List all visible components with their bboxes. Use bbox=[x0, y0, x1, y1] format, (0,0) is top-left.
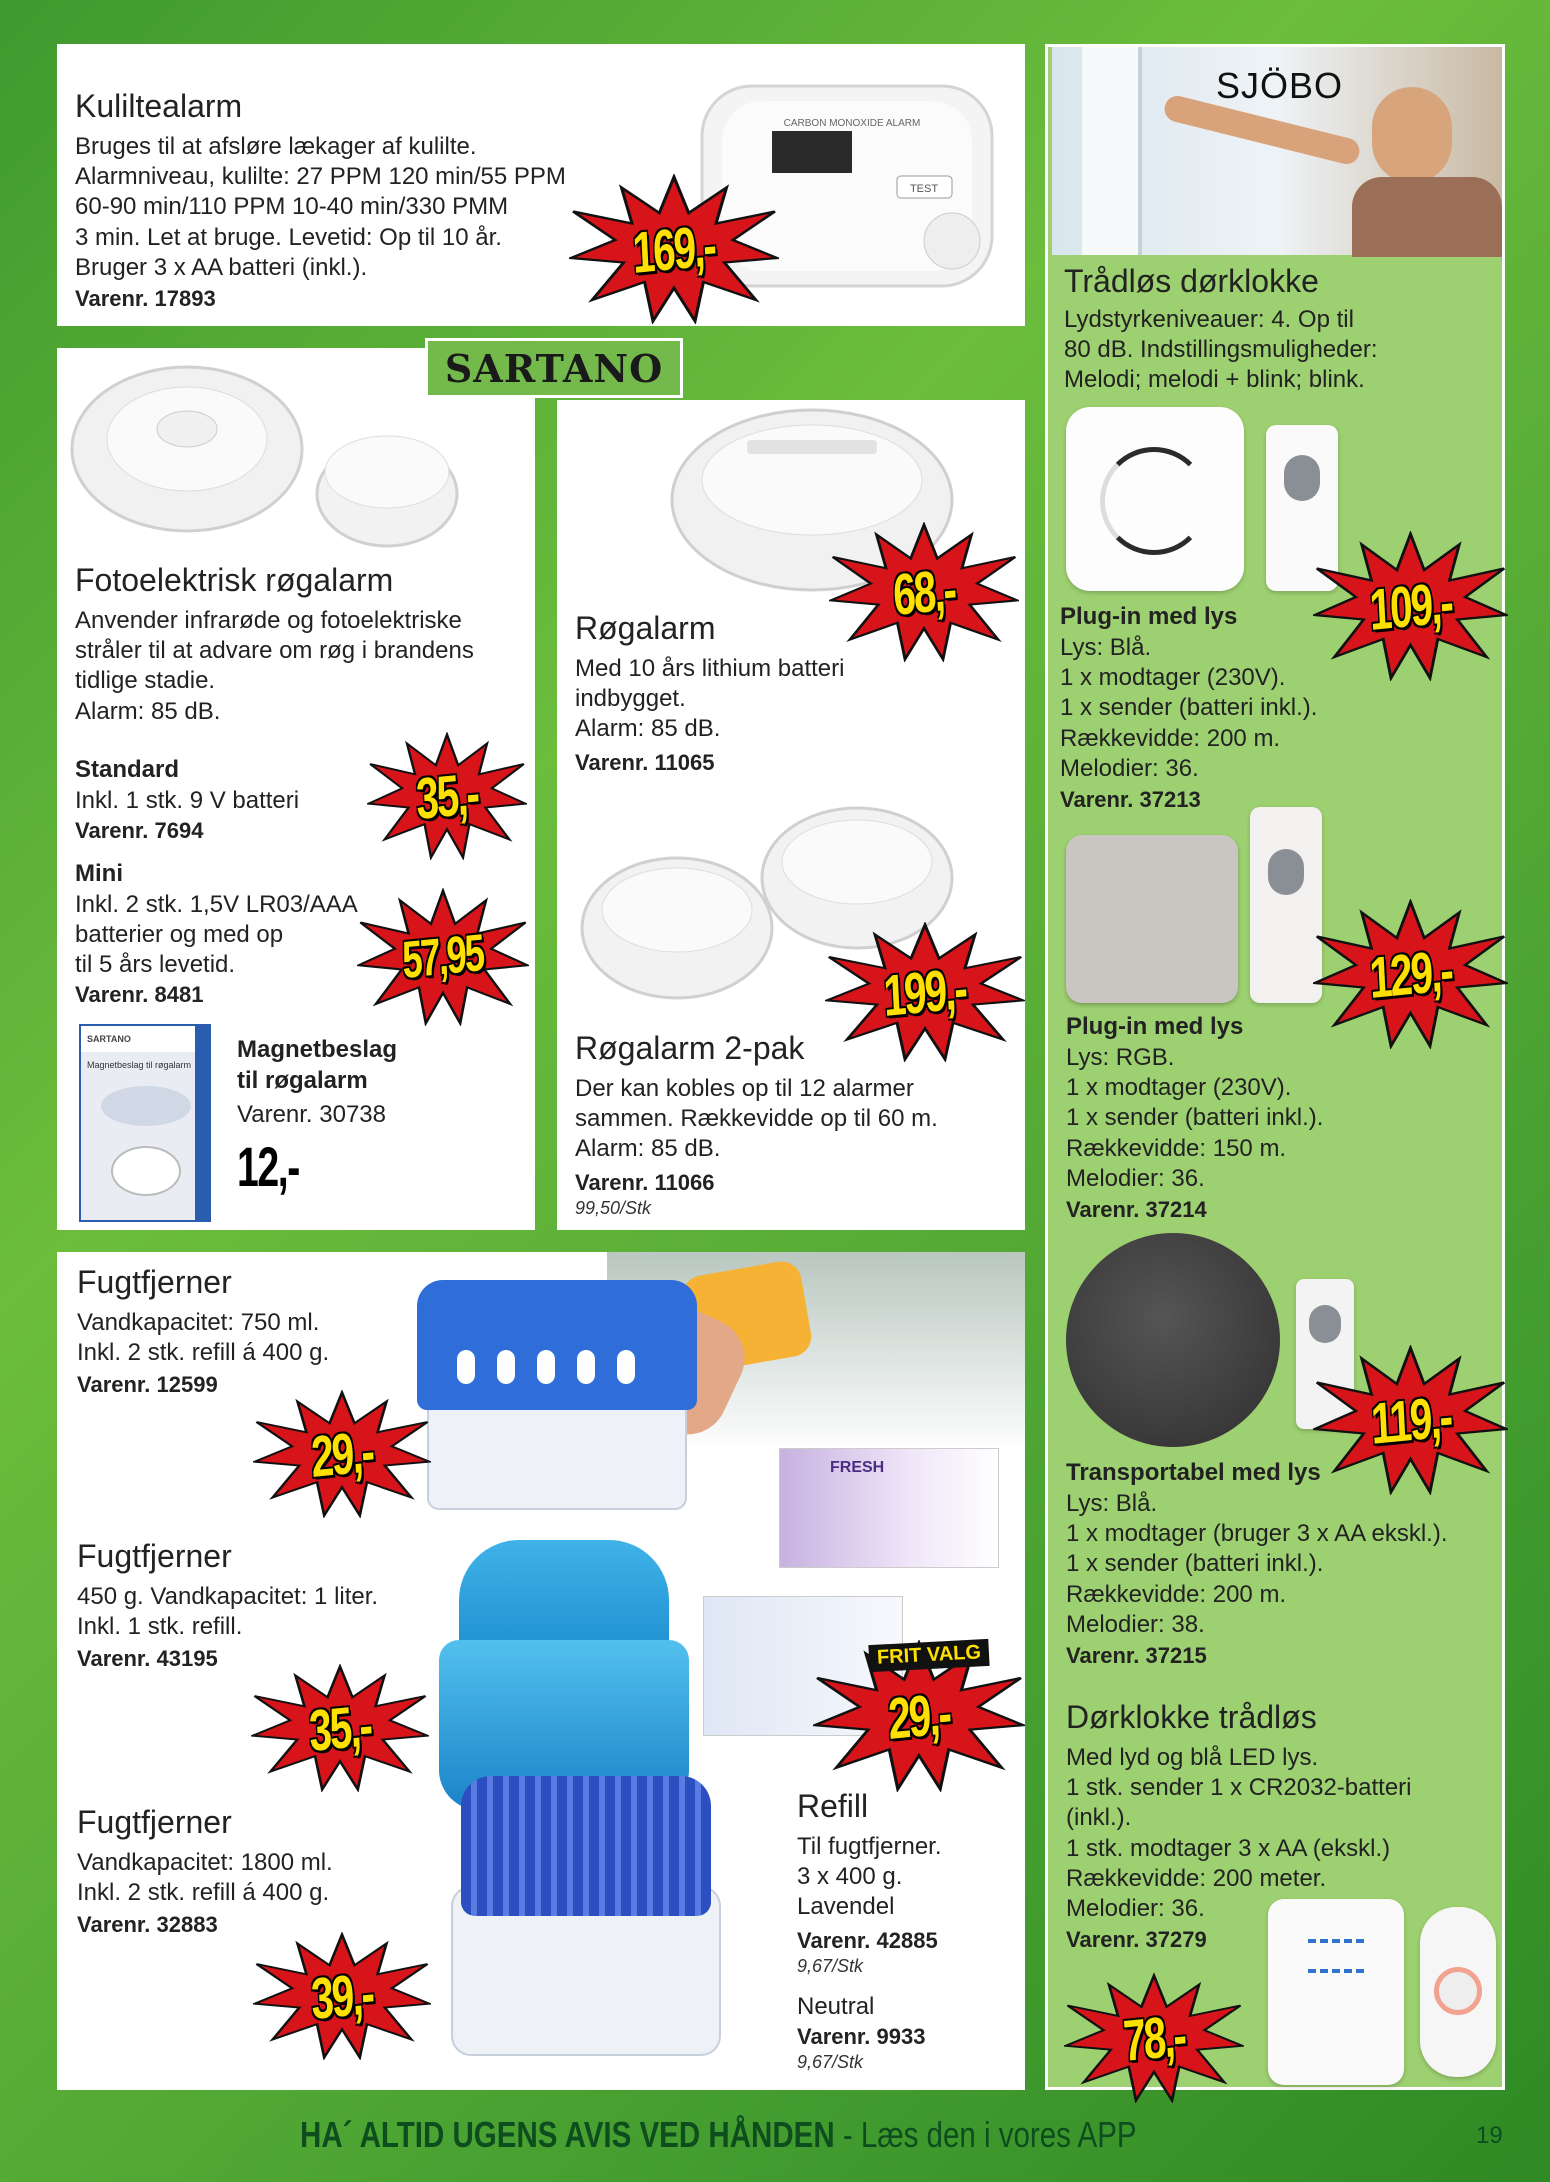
dehumidifier-item3-sku: Varenr. 32883 bbox=[77, 1912, 218, 1937]
photo-alarm-panel bbox=[57, 348, 535, 1230]
magnet-sku: Varenr. 30738 bbox=[237, 1101, 387, 1128]
dehumidifier-item2-image bbox=[429, 1540, 699, 1810]
refill-desc: Til fugtfjerner. 3 x 400 g. Lavendel bbox=[797, 1833, 942, 1921]
refill-box-lavender-image bbox=[779, 1448, 999, 1568]
refill-neutral-label: Neutral bbox=[797, 1993, 875, 2020]
refill-unit-price-lavender: 9,67/Stk bbox=[797, 1956, 864, 1976]
doorbell-item2-title: Plug-in med lys bbox=[1066, 1013, 1244, 1040]
co-alarm-desc: Bruges til at afsløre lækager af kulilte. Alarmniveau, kulilte: 27 PPM 120 min/55 PPM 60-90 min/110 PPM 10-40 min/330 PMM 3 min. Let at bruge. Levetid: Op til 10 år. Bruger 3 x AA batteri (inkl.). bbox=[75, 133, 566, 281]
standard-price: 35,- bbox=[414, 760, 480, 832]
photo-alarm-mini-sku: Varenr. 8481 bbox=[75, 982, 204, 1007]
doorbell-item4-image bbox=[1268, 1899, 1504, 2085]
doorbell-item2-price-burst bbox=[1313, 899, 1508, 1049]
footer-slogan-bold: HA´ ALTID UGENS AVIS VED HÅNDEN bbox=[300, 2114, 835, 2155]
smoke-alarm-2pack-unit-price: 99,50/Stk bbox=[575, 1198, 652, 1218]
photo-alarm-mini-desc: Inkl. 2 stk. 1,5V LR03/AAA batterier og med op til 5 års levetid. bbox=[75, 891, 358, 979]
dehumidifier-item3-desc: Vandkapacitet: 1800 ml. Inkl. 2 stk. refill á 400 g. bbox=[77, 1849, 333, 1907]
dehumidifier-item2-desc: 450 g. Vandkapacitet: 1 liter. Inkl. 1 stk. refill. bbox=[77, 1583, 379, 1641]
standard-price-burst bbox=[367, 732, 527, 860]
sjobo-logo-text: SJÖBO bbox=[1216, 65, 1344, 106]
sartano-brand-banner bbox=[425, 338, 683, 398]
dehumidifier-item3-price-burst bbox=[253, 1932, 431, 2060]
photo-alarm-image bbox=[67, 354, 477, 564]
smoke-alarm-price-burst bbox=[829, 522, 1019, 662]
photo-alarm-mini-title: Mini bbox=[75, 860, 123, 887]
co-alarm-test-button-label: TEST bbox=[909, 183, 939, 195]
dehumidifier-item1-desc: Vandkapacitet: 750 ml. Inkl. 2 stk. refill á 400 g. bbox=[77, 1309, 330, 1367]
photo-alarm-standard-title: Standard bbox=[75, 756, 180, 783]
dehumidifier-item3-price: 39,- bbox=[309, 1960, 375, 2032]
doorbell-item2-desc: Lys: RGB. 1 x modtager (230V). 1 x sender (batteri inkl.). Rækkevidde: 150 m. Melodier: 36. bbox=[1066, 1044, 1324, 1192]
doorbell-item2-price: 129,- bbox=[1367, 937, 1454, 1011]
refill-unit-price-neutral: 9,67/Stk bbox=[797, 2052, 864, 2072]
dehumidifier-item1-price: 29,- bbox=[309, 1418, 375, 1490]
dehumidifier-item1-image bbox=[407, 1280, 707, 1512]
photo-alarm-standard-desc: Inkl. 1 stk. 9 V batteri bbox=[75, 787, 300, 814]
refill-frit-valg-badge: FRIT VALG bbox=[868, 1639, 989, 1672]
magnet-title: Magnetbeslag til røgalarm bbox=[237, 1036, 398, 1095]
dehumidifier-item2-price-burst bbox=[251, 1664, 429, 1792]
smoke-alarm-sku: Varenr. 11065 bbox=[575, 750, 715, 775]
dehumidifier-item1-price-burst bbox=[253, 1390, 431, 1518]
co-alarm-panel bbox=[57, 44, 1025, 326]
mini-price-burst bbox=[357, 888, 529, 1026]
footer-slogan-rest: - Læs den i vores APP bbox=[834, 2114, 1137, 2155]
co-alarm-price-burst bbox=[569, 174, 779, 324]
smoke-alarm-panel bbox=[557, 400, 1025, 1230]
doorbell-item1-price-burst bbox=[1313, 531, 1508, 681]
doorbell-item3-desc: Lys: Blå. 1 x modtager (bruger 3 x AA ekskl.). 1 x sender (batteri inkl.). Rækkevidde: 200 m. Melodier: 38. bbox=[1066, 1490, 1448, 1638]
smoke-alarm-2pack-title: Røgalarm 2-pak bbox=[575, 1030, 805, 1066]
photo-alarm-standard-sku: Varenr. 7694 bbox=[75, 818, 204, 843]
sartano-logo-text: SARTANO bbox=[444, 345, 664, 391]
refill-sku-lavender: Varenr. 42885 bbox=[797, 1928, 938, 1953]
doorbell-hero-photo bbox=[1052, 47, 1502, 255]
footer bbox=[0, 2108, 1550, 2168]
refill-sku-neutral: Varenr. 9933 bbox=[797, 2024, 926, 2049]
magnet-pack-text: Magnetbeslag til røgalarm bbox=[87, 1060, 192, 1070]
doorbell-item1-price: 109,- bbox=[1367, 569, 1454, 643]
doorbell-item3-price-burst bbox=[1313, 1345, 1508, 1495]
smoke-alarm-price: 68,- bbox=[891, 556, 957, 628]
dehumidifier-item1-sku: Varenr. 12599 bbox=[77, 1372, 218, 1397]
smoke-alarm-2pack-price-burst bbox=[825, 922, 1025, 1062]
dehumidifier-item2-sku: Varenr. 43195 bbox=[77, 1646, 218, 1671]
doorbell-item2-image bbox=[1066, 807, 1336, 1017]
doorbell-item4-desc: Med lyd og blå LED lys. 1 stk. sender 1 x CR2032-batteri (inkl.). 1 stk. modtager 3 x AA (ekskl.) Rækkevidde: 200 meter. Melodier: 36. bbox=[1066, 1744, 1412, 1923]
doorbell-item1-sku: Varenr. 37213 bbox=[1060, 787, 1201, 812]
refill-pack-fresh-label: FRESH bbox=[830, 1459, 885, 1476]
doorbell-item4-sku: Varenr. 37279 bbox=[1066, 1927, 1207, 1952]
doorbell-item3-sku: Varenr. 37215 bbox=[1066, 1643, 1207, 1668]
doorbell-item2-sku: Varenr. 37214 bbox=[1066, 1197, 1207, 1222]
doorbell-title: Trådløs dørklokke bbox=[1064, 263, 1319, 299]
doorbell-item3-title: Transportabel med lys bbox=[1066, 1459, 1321, 1486]
smoke-alarm-title: Røgalarm bbox=[575, 610, 716, 646]
dehumidifier-item1-title: Fugtfjerner bbox=[77, 1264, 232, 1300]
smoke-alarm-2pack-price: 199,- bbox=[882, 955, 968, 1029]
co-alarm-title: Kuliltealarm bbox=[75, 88, 243, 124]
dehumidifier-item2-price: 35,- bbox=[307, 1692, 373, 1764]
refill-price: 29,- bbox=[886, 1680, 952, 1752]
dehumidifier-item3-image bbox=[441, 1776, 731, 2066]
co-alarm-sku: Varenr. 17893 bbox=[75, 286, 216, 311]
doorbell-item3-price: 119,- bbox=[1369, 1383, 1452, 1457]
doorbell-item4-price: 78,- bbox=[1121, 2002, 1187, 2074]
doorbell-item1-desc: Lys: Blå. 1 x modtager (230V). 1 x sender (batteri inkl.). Rækkevidde: 200 m. Melodier: 36. bbox=[1060, 634, 1318, 782]
refill-title: Refill bbox=[797, 1788, 869, 1824]
doorbell-item4-title: Dørklokke trådløs bbox=[1066, 1699, 1317, 1735]
photo-alarm-title: Fotoelektrisk røgalarm bbox=[75, 562, 394, 598]
footer-slogan bbox=[300, 2114, 1137, 2156]
magnet-pack-brand: SARTANO bbox=[81, 1026, 209, 1052]
page-number: 19 bbox=[1476, 2122, 1503, 2149]
photo-alarm-desc: Anvender infrarøde og fotoelektriske stråler til at advare om røg i brandens tidlige stadie. Alarm: 85 dB. bbox=[75, 607, 474, 725]
smoke-alarm-2pack-sku: Varenr. 11066 bbox=[575, 1170, 715, 1195]
magnet-pack-image bbox=[79, 1024, 211, 1222]
doorbell-item1-title: Plug-in med lys bbox=[1060, 603, 1238, 630]
smoke-alarm-2pack-desc: Der kan kobles op til 12 alarmer sammen. Rækkevidde op til 60 m. Alarm: 85 dB. bbox=[575, 1075, 938, 1163]
doorbell-item4-price-burst bbox=[1064, 1973, 1244, 2103]
co-alarm-device-label: CARBON MONOXIDE ALARM bbox=[783, 118, 921, 129]
smoke-alarm-desc: Med 10 års lithium batteri indbygget. Alarm: 85 dB. bbox=[575, 655, 845, 743]
dehumidifier-item2-title: Fugtfjerner bbox=[77, 1538, 232, 1574]
dehumidifier-item3-title: Fugtfjerner bbox=[77, 1804, 232, 1840]
doorbell-panel bbox=[1045, 44, 1505, 2090]
dehumidifier-panel bbox=[57, 1252, 1025, 2090]
co-alarm-price: 169,- bbox=[631, 212, 717, 286]
magnet-price: 12,- bbox=[237, 1135, 299, 1198]
mini-price: 57,95 bbox=[401, 924, 485, 990]
doorbell-desc: Lydstyrkeniveauer: 4. Op til 80 dB. Indstillingsmuligheder: Melodi; melodi + blink; blink. bbox=[1064, 306, 1378, 394]
